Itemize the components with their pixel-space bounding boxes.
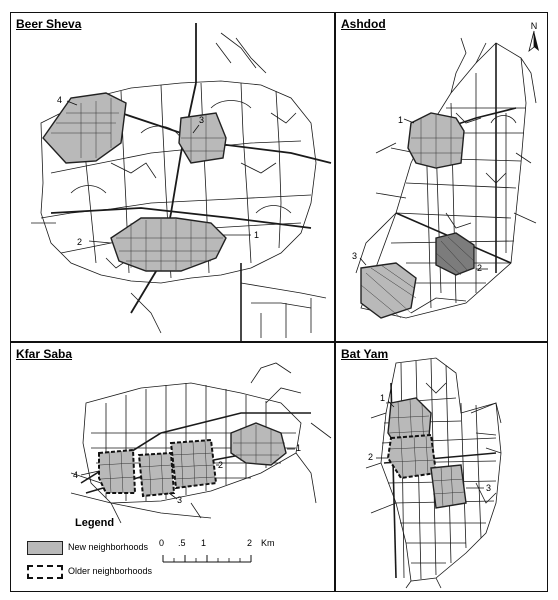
north-arrow-label: N bbox=[530, 21, 538, 31]
neighborhood-label-3: 3 bbox=[486, 483, 492, 493]
panel-title-beer-sheva: Beer Sheva bbox=[16, 17, 82, 31]
neighborhood-label-1: 1 bbox=[296, 443, 302, 453]
legend-swatch-new bbox=[27, 541, 63, 555]
panel-kfar-saba bbox=[10, 342, 335, 592]
neighborhood-label-3: 3 bbox=[177, 495, 183, 505]
neighborhood-label-1: 1 bbox=[398, 115, 404, 125]
new-neighborhood-2-bat-yam bbox=[388, 435, 436, 478]
panel-ashdod bbox=[335, 12, 548, 342]
scale-tick-label-2: 2 bbox=[247, 538, 253, 548]
map-ashdod bbox=[336, 13, 547, 341]
panel-title-kfar-saba: Kfar Saba bbox=[16, 347, 73, 361]
panel-beer-sheva bbox=[10, 12, 335, 342]
scale-tick-label-0: 0 bbox=[159, 538, 165, 548]
neighborhood-label-4: 4 bbox=[57, 95, 63, 105]
neighborhood-label-2: 2 bbox=[218, 460, 224, 470]
neighborhood-label-2: 2 bbox=[368, 452, 374, 462]
legend-label-new: New neighborhoods bbox=[68, 542, 149, 552]
legend-swatch-older bbox=[27, 565, 63, 579]
street-network-beer-sheva bbox=[31, 23, 331, 341]
new-neighborhood-1-ashdod bbox=[408, 113, 464, 168]
panel-bat-yam bbox=[335, 342, 548, 592]
neighborhood-label-3: 3 bbox=[199, 115, 205, 125]
panel-title-ashdod: Ashdod bbox=[341, 17, 386, 31]
new-neighborhood-2-kfar-saba bbox=[171, 440, 216, 488]
new-neighborhood-4-kfar-saba bbox=[99, 450, 135, 493]
new-neighborhood-3-kfar-saba bbox=[139, 453, 174, 496]
neighborhood-label-1: 1 bbox=[380, 393, 386, 403]
new-neighborhood-3-bat-yam bbox=[431, 465, 466, 508]
neighborhood-label-1: 1 bbox=[254, 230, 260, 240]
new-neighborhood-3-ashdod bbox=[361, 263, 416, 318]
neighborhood-label-4: 4 bbox=[73, 470, 79, 480]
scale-bar bbox=[161, 538, 281, 578]
scale-tick-label-1: 1 bbox=[201, 538, 207, 548]
scale-unit: Km bbox=[261, 538, 275, 548]
legend-title: Legend bbox=[75, 517, 115, 529]
neighborhood-label-2: 2 bbox=[477, 263, 483, 273]
map-bat-yam bbox=[336, 343, 547, 591]
neighborhood-label-2: 2 bbox=[77, 237, 83, 247]
scale-bar-graphic bbox=[161, 538, 281, 578]
new-neighborhood-2-ashdod bbox=[436, 233, 474, 275]
new-neighborhood-1-kfar-saba bbox=[231, 423, 286, 465]
legend-label-older: Older neighborhoods bbox=[68, 566, 153, 576]
map-beer-sheva bbox=[11, 13, 334, 341]
scale-tick-label-05: .5 bbox=[178, 538, 186, 548]
panel-title-bat-yam: Bat Yam bbox=[341, 347, 389, 361]
new-neighborhood-4-beer-sheva bbox=[43, 93, 126, 163]
neighborhood-label-3: 3 bbox=[352, 251, 358, 261]
